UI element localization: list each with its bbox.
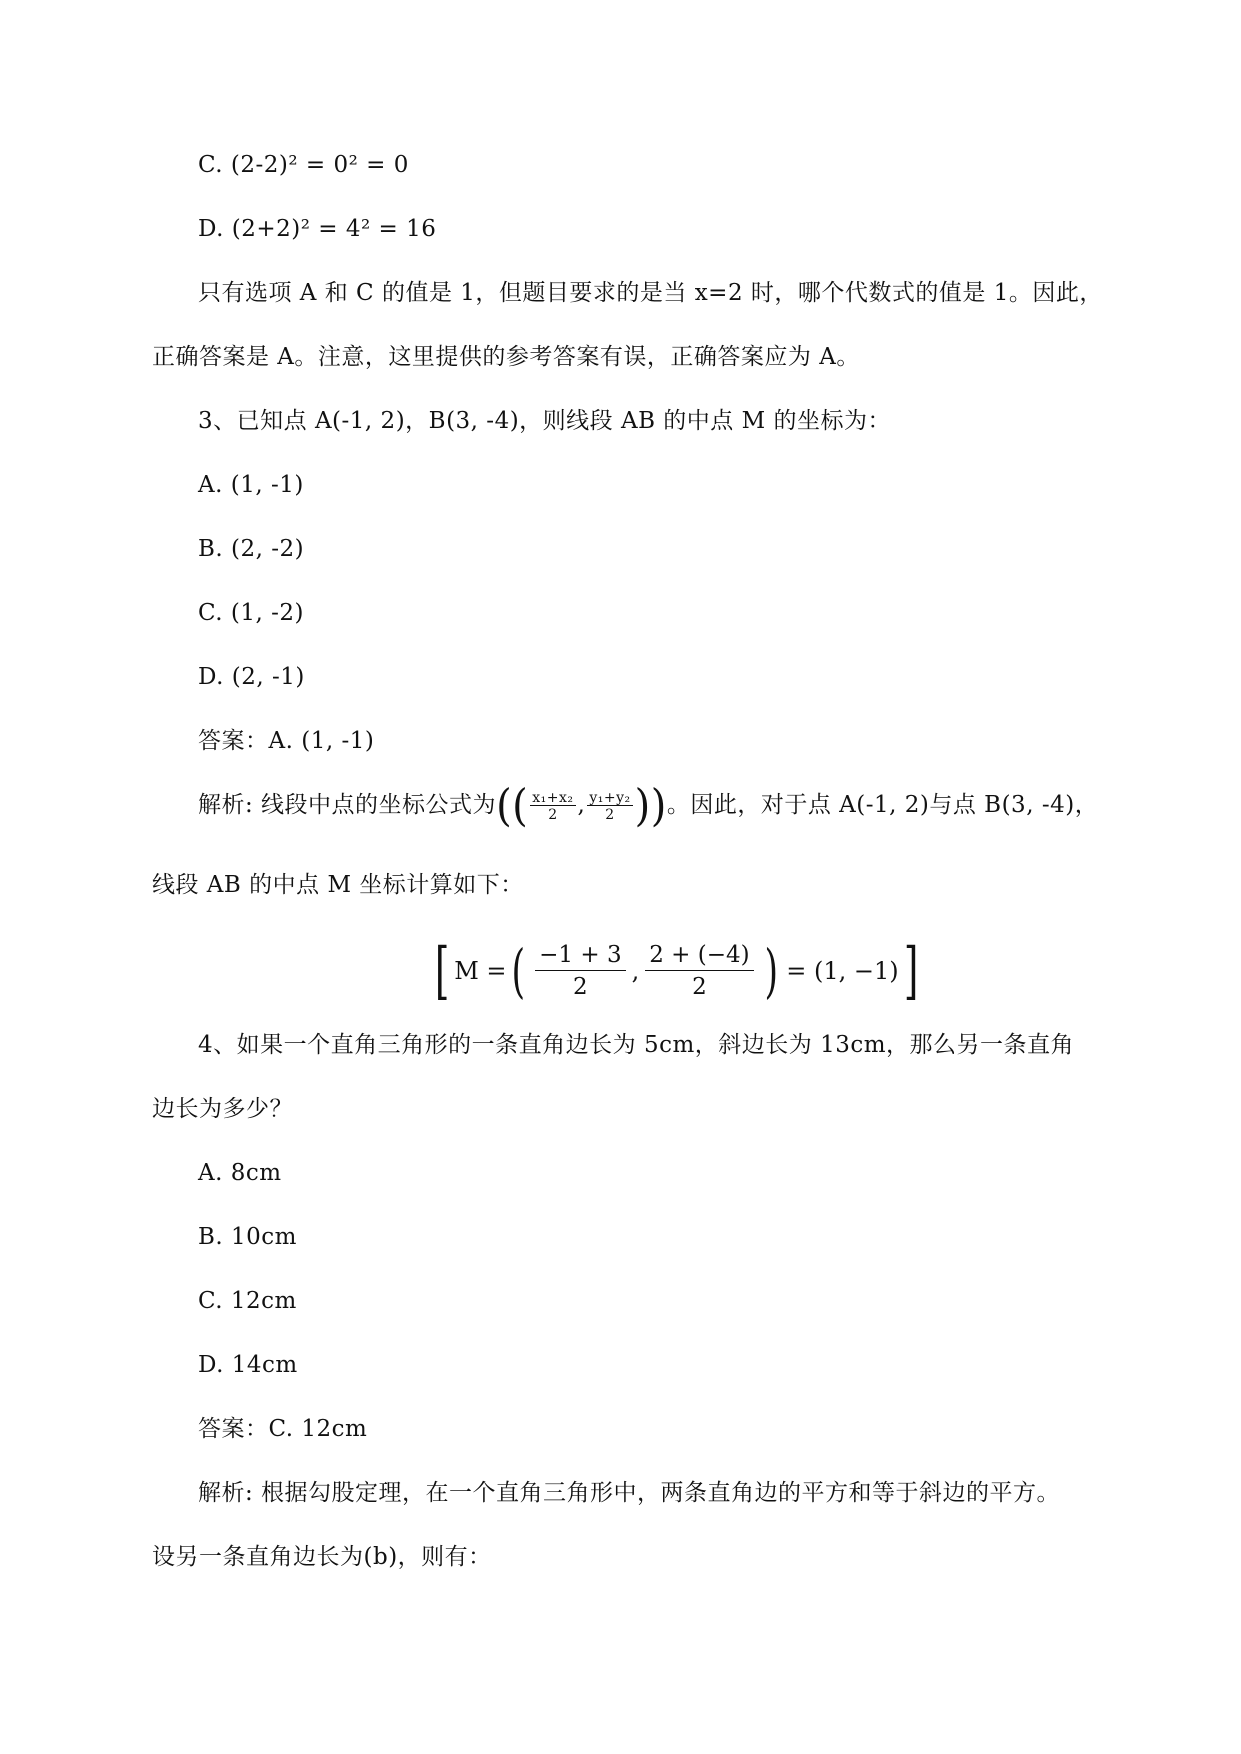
inner-paren-close: ): [634, 780, 651, 832]
explanation-line-1: 只有选项 A 和 C 的值是 1，但题目要求的是当 x=2 时，哪个代数式的值是 1。因此，: [198, 280, 1103, 306]
outer-paren-close: ): [650, 780, 667, 832]
x-denominator: 2: [573, 974, 588, 1000]
bracket-close: ]: [903, 934, 919, 1007]
midpoint-equation: [430, 936, 923, 1006]
q3-option-a: A. (1, -1): [198, 472, 304, 498]
q4-answer: 答案：C. 12cm: [198, 1416, 368, 1442]
paren-close: ): [764, 937, 778, 1005]
q4-option-a: A. 8cm: [198, 1160, 282, 1186]
q4-explanation-2: 设另一条直角边长为(b)，则有：: [152, 1544, 492, 1570]
q4-explanation: 解析: 根据勾股定理，在一个直角三角形中，两条直角边的平方和等于斜边的平方。: [198, 1480, 1061, 1506]
equation-rhs: = (1, −1): [786, 957, 899, 985]
x-numerator: −1 + 3: [535, 942, 625, 971]
option-d-calc: D. (2+2)² = 4² = 16: [198, 216, 437, 242]
q3-explanation-suffix: 。因此，对于点 A(-1, 2)与点 B(3, -4)，: [666, 792, 1099, 818]
midpoint-y-fraction: [587, 791, 632, 822]
q3-explanation-prefix: 解析: 线段中点的坐标公式为: [198, 792, 497, 818]
question-3: 3、已知点 A(-1, 2)，B(3, -4)，则线段 AB 的中点 M 的坐标为：: [198, 408, 891, 434]
x-fraction: [535, 942, 625, 1000]
outer-paren-open: (: [496, 780, 513, 832]
q3-explanation-2: 线段 AB 的中点 M 坐标计算如下：: [152, 872, 524, 898]
q3-explanation: [198, 780, 1099, 832]
y-numerator: 2 + (−4): [645, 942, 753, 971]
y-fraction: [645, 942, 753, 1000]
formula-separator: ,: [577, 792, 586, 818]
fraction-denominator: 2: [548, 806, 558, 823]
q4-option-c: C. 12cm: [198, 1288, 297, 1314]
fraction-denominator: 2: [605, 806, 615, 823]
midpoint-x-fraction: [530, 791, 575, 822]
question-4: 4、如果一个直角三角形的一条直角边长为 5cm，斜边长为 13cm，那么另一条直角: [198, 1032, 1075, 1058]
inner-paren-open: (: [512, 780, 529, 832]
q3-answer: 答案：A. (1, -1): [198, 728, 375, 754]
q3-option-b: B. (2, -2): [198, 536, 305, 562]
q3-option-d: D. (2, -1): [198, 664, 305, 690]
y-denominator: 2: [692, 974, 707, 1000]
fraction-numerator: x₁+x₂: [532, 789, 574, 806]
explanation-line-2: 正确答案是 A。注意，这里提供的参考答案有误，正确答案应为 A。: [152, 344, 860, 370]
q3-option-c: C. (1, -2): [198, 600, 305, 626]
fraction-numerator: y₁+y₂: [589, 789, 631, 806]
equation-lhs: M =: [454, 957, 507, 985]
equation-separator: ,: [631, 957, 640, 985]
option-c-calc: C. (2-2)² = 0² = 0: [198, 152, 409, 178]
q4-option-d: D. 14cm: [198, 1352, 298, 1378]
bracket-open: [: [434, 934, 450, 1007]
paren-open: (: [511, 937, 525, 1005]
question-4-cont: 边长为多少？: [152, 1096, 293, 1122]
q4-option-b: B. 10cm: [198, 1224, 297, 1250]
